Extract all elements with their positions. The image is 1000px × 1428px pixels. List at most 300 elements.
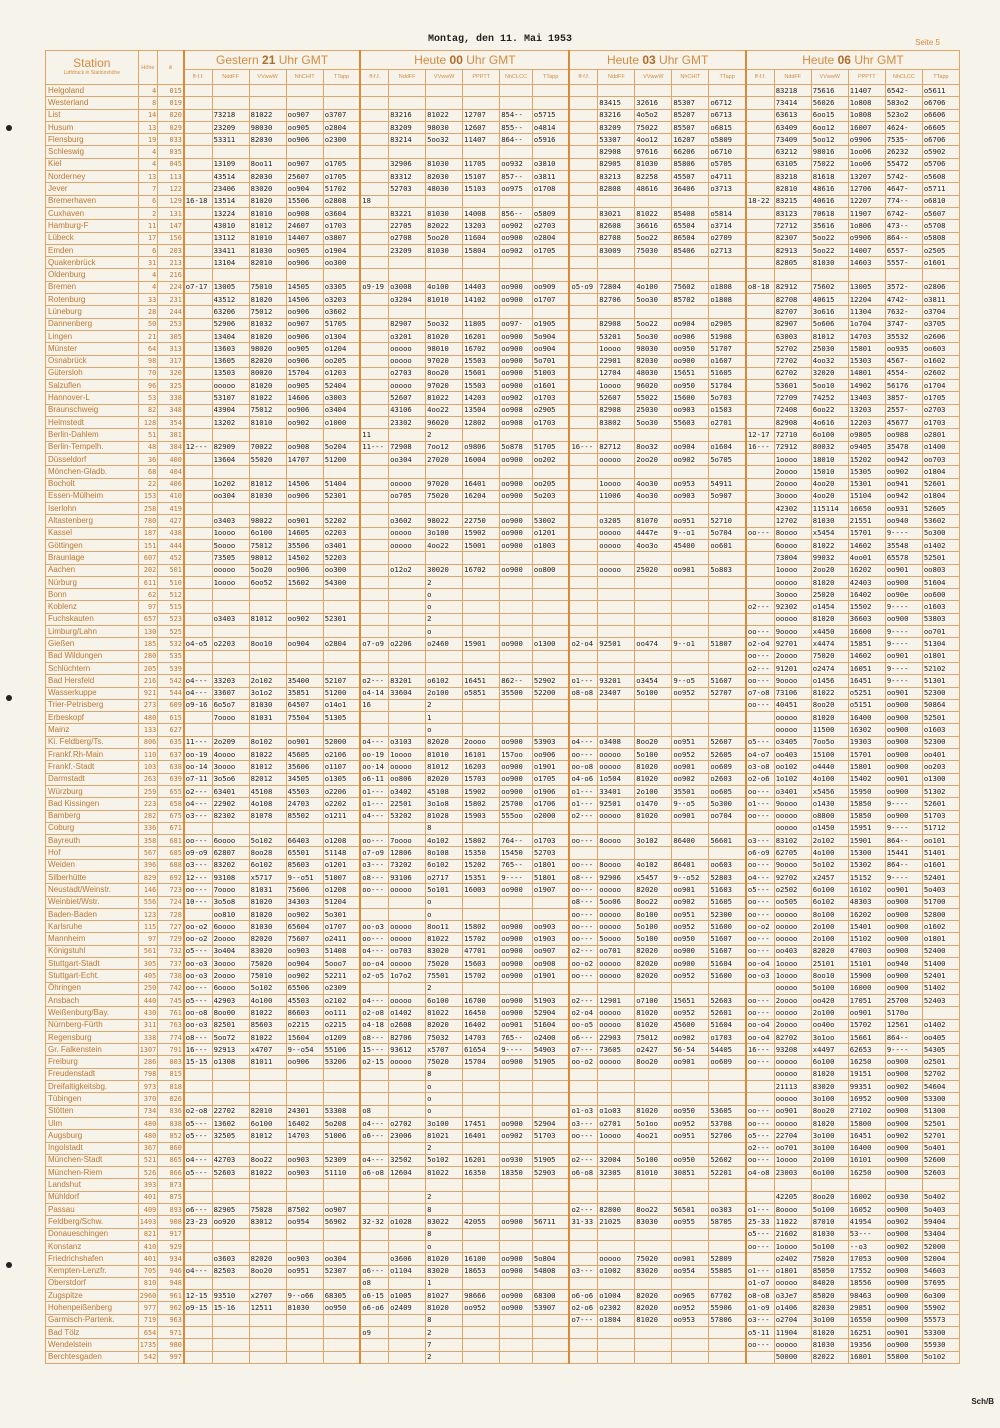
observation-cell: o9-16 — [184, 699, 212, 711]
observation-cell: oo900 — [885, 1290, 922, 1302]
observation-cell: 25700 — [500, 798, 533, 810]
station-height: 185 — [138, 638, 158, 650]
observation-cell — [360, 1240, 388, 1252]
station-height: 133 — [138, 724, 158, 736]
observation-cell: 52603 — [709, 994, 746, 1006]
observation-cell: o9-19 — [360, 281, 388, 293]
observation-cell: 81030 — [249, 699, 286, 711]
observation-cell — [184, 220, 212, 232]
observation-cell: 51604 — [709, 958, 746, 970]
observation-cell — [184, 97, 212, 109]
observation-cell: 8oo11 — [426, 921, 463, 933]
observation-cell: 81020 — [635, 1314, 672, 1326]
station-id: 452 — [158, 552, 184, 564]
station-row — [46, 958, 960, 970]
observation-cell: oo--- — [360, 933, 388, 945]
station-id: 216 — [158, 269, 184, 281]
observation-cell: o2608 — [389, 1019, 426, 1031]
observation-cell: o3401 — [323, 539, 360, 551]
observation-cell — [389, 146, 426, 158]
height-header: Höhe — [138, 51, 158, 85]
observation-cell: oo900 — [672, 945, 709, 957]
observation-cell: 2o100 — [811, 933, 848, 945]
observation-cell: 18350 — [500, 1167, 533, 1179]
observation-cell: o8--- — [360, 872, 388, 884]
observation-cell: oo954 — [286, 1216, 323, 1228]
observation-cell: 81010 — [635, 1167, 672, 1179]
station-id: 338 — [158, 392, 184, 404]
observation-cell — [286, 97, 323, 109]
observation-cell: 8oo00 — [212, 1007, 249, 1019]
observation-cell: 52603 — [212, 1167, 249, 1179]
observation-cell — [672, 1277, 709, 1289]
station-name: Gr. Falkenstein — [46, 1044, 139, 1056]
observation-cell — [184, 330, 212, 342]
observation-cell: o1705 — [532, 244, 569, 256]
observation-cell: 62705 — [774, 847, 811, 859]
observation-cell: 81032 — [249, 318, 286, 330]
observation-cell: 45507 — [672, 171, 709, 183]
observation-cell — [532, 1228, 569, 1240]
observation-cell — [709, 589, 746, 601]
observation-cell: o3201 — [389, 330, 426, 342]
observation-cell: 4o100 — [426, 281, 463, 293]
observation-cell: 22705 — [389, 220, 426, 232]
observation-cell — [709, 724, 746, 736]
observation-cell: x5456 — [811, 785, 848, 797]
observation-cell: 583o2 — [885, 97, 922, 109]
observation-cell — [598, 699, 635, 711]
observation-cell: 82010 — [249, 257, 286, 269]
observation-cell: 12561 — [885, 1019, 922, 1031]
observation-cell — [500, 699, 533, 711]
observation-cell: 3857- — [885, 392, 922, 404]
observation-cell: 16-18 — [184, 195, 212, 207]
observation-cell: 52800 — [922, 908, 959, 920]
observation-cell: o2502 — [774, 884, 811, 896]
station-row — [46, 798, 960, 810]
observation-cell: oo900 — [500, 958, 533, 970]
observation-cell: 15704 — [286, 367, 323, 379]
observation-cell: 53--- — [848, 1228, 885, 1240]
observation-cell: 15103 — [463, 183, 500, 195]
observation-cell — [360, 1093, 388, 1105]
observation-cell: o1300 — [532, 638, 569, 650]
observation-cell: o1901 — [532, 970, 569, 982]
observation-cell: 4oooo — [212, 749, 249, 761]
observation-cell — [746, 576, 774, 588]
observation-cell: 18-22 — [746, 195, 774, 207]
observation-cell: oo953 — [672, 1314, 709, 1326]
station-height: 4 — [138, 85, 158, 97]
observation-cell: o3403 — [212, 613, 249, 625]
observation-cell: ooooo — [598, 761, 635, 773]
observation-cell: 22702 — [212, 1105, 249, 1117]
observation-cell — [360, 539, 388, 551]
observation-cell: 6oooo — [774, 539, 811, 551]
observation-cell: oo952 — [463, 1302, 500, 1314]
observation-cell — [286, 1326, 323, 1338]
observation-cell: oo906 — [286, 355, 323, 367]
observation-cell: o1707 — [532, 294, 569, 306]
observation-cell — [463, 724, 500, 736]
station-name: Münster — [46, 343, 139, 355]
observation-cell: oo900 — [500, 1117, 533, 1129]
observation-cell: 13514 — [212, 195, 249, 207]
observation-cell — [184, 1253, 212, 1265]
observation-cell: o2309 — [323, 982, 360, 994]
observation-cell: 52809 — [709, 1253, 746, 1265]
observation-cell: 6o5o7 — [212, 699, 249, 711]
observation-cell: 15604 — [286, 1031, 323, 1043]
punch-hole — [6, 695, 12, 701]
observation-cell — [569, 330, 597, 342]
observation-cell: 52404 — [323, 380, 360, 392]
observation-cell: 4oo32 — [811, 355, 848, 367]
observation-cell: o8--- — [360, 1031, 388, 1043]
observation-cell — [569, 257, 597, 269]
observation-cell: oo906 — [286, 330, 323, 342]
observation-cell: 72712 — [774, 220, 811, 232]
station-id: 019 — [158, 97, 184, 109]
observation-cell: 14505 — [286, 281, 323, 293]
station-name: Karlsruhe — [46, 921, 139, 933]
observation-cell — [389, 306, 426, 318]
observation-cell — [360, 626, 388, 638]
observation-cell: 6o100 — [249, 527, 286, 539]
observation-cell — [463, 982, 500, 994]
observation-cell — [389, 1240, 426, 1252]
observation-cell: oo908 — [500, 404, 533, 416]
observation-cell: ooooo — [774, 576, 811, 588]
observation-cell: oo900 — [885, 933, 922, 945]
observation-cell: 8oo20 — [249, 1265, 286, 1277]
observation-cell: 8 — [426, 1228, 463, 1240]
observation-cell: 12-15 — [184, 1290, 212, 1302]
observation-cell: 81012 — [249, 761, 286, 773]
observation-cell: 16450 — [463, 1007, 500, 1019]
observation-cell — [212, 626, 249, 638]
station-row — [46, 859, 960, 871]
observation-cell — [249, 601, 286, 613]
observation-cell: 16201 — [463, 1154, 500, 1166]
observation-cell: 82030 — [811, 1302, 848, 1314]
observation-cell: o7-o9 — [360, 638, 388, 650]
observation-cell: o1--- — [360, 785, 388, 797]
station-name: Bremerhaven — [46, 195, 139, 207]
observation-cell: o5715 — [532, 109, 569, 121]
observation-cell — [746, 822, 774, 834]
observation-cell: 4oo30 — [635, 478, 672, 490]
station-id: 015 — [158, 85, 184, 97]
observation-cell: 5o100 — [635, 749, 672, 761]
observation-cell: oo950 — [672, 1154, 709, 1166]
observation-cell — [709, 1191, 746, 1203]
observation-cell — [569, 576, 597, 588]
observation-cell: o5902 — [922, 146, 959, 158]
observation-cell: ooooo — [598, 908, 635, 920]
observation-cell: 26232 — [885, 146, 922, 158]
observation-cell — [532, 822, 569, 834]
observation-cell: o3008 — [389, 281, 426, 293]
observation-cell: 1oooo — [598, 478, 635, 490]
observation-cell: 473-- — [885, 220, 922, 232]
observation-cell — [709, 257, 746, 269]
observation-cell: 52301 — [323, 490, 360, 502]
observation-cell: 53308 — [323, 1105, 360, 1117]
observation-cell: 1oooo — [598, 380, 635, 392]
observation-cell: 3oooo — [212, 761, 249, 773]
observation-cell: 52211 — [323, 970, 360, 982]
observation-cell: o2713 — [709, 244, 746, 256]
station-id: 501 — [158, 564, 184, 576]
observation-cell: 13602 — [212, 1117, 249, 1129]
station-name: Neustadt/Weinstr. — [46, 884, 139, 896]
observation-cell: o2--- — [360, 675, 388, 687]
station-row — [46, 1142, 960, 1154]
station-id: 384 — [158, 441, 184, 453]
observation-cell: x4474 — [811, 638, 848, 650]
observation-cell — [286, 466, 323, 478]
observation-cell: oo952 — [672, 749, 709, 761]
station-height: 53 — [138, 392, 158, 404]
observation-cell — [709, 1339, 746, 1351]
observation-cell — [500, 1093, 533, 1105]
observation-cell: 75020 — [249, 958, 286, 970]
observation-cell: o5809 — [532, 207, 569, 219]
observation-cell: 13112 — [212, 232, 249, 244]
observation-cell: 82907 — [389, 318, 426, 330]
observation-cell: 15100 — [811, 749, 848, 761]
observation-cell: o5711 — [922, 183, 959, 195]
observation-cell: 15950 — [848, 785, 885, 797]
observation-cell — [709, 576, 746, 588]
observation-cell: 82908 — [598, 318, 635, 330]
observation-cell: 11907 — [848, 207, 885, 219]
station-id: 317 — [158, 355, 184, 367]
observation-cell: 15901 — [463, 638, 500, 650]
observation-cell: o2000 — [532, 810, 569, 822]
observation-cell — [249, 1240, 286, 1252]
station-name: Lingen — [46, 330, 139, 342]
observation-cell: 86603 — [286, 1007, 323, 1019]
observation-cell: 82302 — [212, 810, 249, 822]
observation-cell: o2--- — [569, 810, 597, 822]
observation-cell: 52307 — [323, 1265, 360, 1277]
station-name: Braunschweig — [46, 404, 139, 416]
observation-cell: oo605 — [709, 785, 746, 797]
station-id: 609 — [158, 699, 184, 711]
station-name: Stuttgart-Stadt — [46, 958, 139, 970]
observation-cell: oo900 — [885, 810, 922, 822]
observation-cell: 3o100 — [811, 1314, 848, 1326]
observation-cell — [286, 1339, 323, 1351]
observation-cell: 16201 — [463, 330, 500, 342]
observation-cell: oo900 — [500, 281, 533, 293]
subcolumn-header: NhCHIT — [286, 70, 323, 85]
observation-cell: 42403 — [848, 576, 885, 588]
observation-cell: o1450 — [811, 822, 848, 834]
observation-cell — [746, 158, 774, 170]
observation-cell: oo97- — [500, 318, 533, 330]
observation-cell: 9---- — [500, 1044, 533, 1056]
observation-cell — [532, 552, 569, 564]
observation-cell: 53300 — [922, 1326, 959, 1338]
observation-cell: 9---- — [885, 798, 922, 810]
observation-cell — [635, 1228, 672, 1240]
group-header-00: Heute 00 Uhr GMT — [360, 51, 569, 70]
observation-cell: o1901 — [532, 761, 569, 773]
observation-cell: 13202 — [212, 417, 249, 429]
observation-cell — [569, 404, 597, 416]
observation-cell: 16251 — [848, 1326, 885, 1338]
station-name: Weinbiet/Wstr. — [46, 896, 139, 908]
station-height: 273 — [138, 699, 158, 711]
observation-cell: 8oooo — [774, 527, 811, 539]
station-name: Schleswig — [46, 146, 139, 158]
observation-cell: 21551 — [848, 515, 885, 527]
station-id: 320 — [158, 367, 184, 379]
observation-cell — [184, 318, 212, 330]
observation-cell: 5o100 — [635, 921, 672, 933]
observation-cell: ooooo — [389, 343, 426, 355]
observation-cell: 9---- — [885, 527, 922, 539]
observation-cell: 82010 — [249, 1105, 286, 1117]
observation-cell — [389, 1228, 426, 1240]
observation-cell: 53601 — [774, 380, 811, 392]
observation-cell: o1607 — [709, 355, 746, 367]
observation-cell — [672, 429, 709, 441]
station-row — [46, 1179, 960, 1191]
observation-cell: 81022 — [426, 933, 463, 945]
observation-cell: 83216 — [598, 109, 635, 121]
observation-cell — [426, 195, 463, 207]
station-height: 977 — [138, 1302, 158, 1314]
observation-cell — [569, 1351, 597, 1363]
observation-cell — [532, 257, 569, 269]
station-row — [46, 1302, 960, 1314]
station-row — [46, 933, 960, 945]
observation-cell — [360, 515, 388, 527]
observation-cell: 2o100 — [811, 1007, 848, 1019]
observation-cell: 16451 — [848, 1130, 885, 1142]
observation-cell: 16250 — [848, 1056, 885, 1068]
observation-cell: oo902 — [500, 392, 533, 404]
observation-cell: 48030 — [426, 183, 463, 195]
observation-cell — [500, 466, 533, 478]
station-id: 671 — [158, 822, 184, 834]
observation-cell: 15101 — [848, 958, 885, 970]
station-row — [46, 1228, 960, 1240]
observation-cell — [389, 601, 426, 613]
observation-cell: 83009 — [598, 244, 635, 256]
station-row — [46, 908, 960, 920]
station-height: 123 — [138, 908, 158, 920]
observation-cell — [672, 589, 709, 601]
observation-cell: 52301 — [323, 613, 360, 625]
observation-cell — [184, 552, 212, 564]
observation-cell — [463, 1204, 500, 1216]
observation-cell: 14407 — [286, 232, 323, 244]
observation-cell: 81022 — [426, 1167, 463, 1179]
observation-cell — [672, 1068, 709, 1080]
observation-cell — [389, 908, 426, 920]
observation-cell — [532, 1240, 569, 1252]
observation-cell — [635, 982, 672, 994]
observation-cell: oo955 — [672, 1216, 709, 1228]
observation-cell: 82800 — [598, 1204, 635, 1216]
station-name: List — [46, 109, 139, 121]
observation-cell: 85702 — [672, 294, 709, 306]
observation-cell — [746, 466, 774, 478]
observation-cell — [212, 589, 249, 601]
observation-cell — [286, 1142, 323, 1154]
observation-cell: 52607 — [389, 392, 426, 404]
observation-cell — [569, 146, 597, 158]
observation-cell: 51707 — [709, 343, 746, 355]
observation-cell: 3o100 — [426, 1117, 463, 1129]
observation-cell — [635, 1240, 672, 1252]
observation-cell: 75602 — [672, 281, 709, 293]
observation-cell: 22902 — [212, 798, 249, 810]
observation-cell — [598, 650, 635, 662]
observation-cell: 91201 — [774, 662, 811, 674]
observation-cell: 52601 — [922, 798, 959, 810]
observation-cell — [532, 626, 569, 638]
observation-cell — [184, 1142, 212, 1154]
observation-cell — [323, 1351, 360, 1363]
observation-cell: 52703 — [532, 847, 569, 859]
observation-cell: oo900 — [672, 355, 709, 367]
observation-cell: 2 — [426, 576, 463, 588]
observation-cell: 51404 — [323, 478, 360, 490]
observation-cell: o3713 — [709, 183, 746, 195]
observation-cell: 82020 — [635, 1302, 672, 1314]
observation-cell: 3oooo — [774, 490, 811, 502]
observation-cell: 12707 — [463, 109, 500, 121]
observation-cell — [463, 1081, 500, 1093]
observation-cell: 45600 — [672, 1019, 709, 1031]
observation-cell: 62702 — [774, 367, 811, 379]
observation-cell: 55106 — [323, 1044, 360, 1056]
observation-cell: 9---- — [885, 638, 922, 650]
observation-cell: oo304 — [212, 490, 249, 502]
observation-cell: oo908 — [500, 417, 533, 429]
observation-cell: 2o209 — [212, 736, 249, 748]
station-id: 745 — [158, 994, 184, 1006]
station-row — [46, 724, 960, 736]
observation-cell — [389, 257, 426, 269]
observation-cell: oo900 — [885, 1204, 922, 1216]
observation-cell: 81028 — [426, 810, 463, 822]
station-height: 367 — [138, 1142, 158, 1154]
observation-cell — [212, 1081, 249, 1093]
observation-cell — [184, 601, 212, 613]
observation-cell: o3602 — [323, 306, 360, 318]
observation-cell: o9906 — [848, 134, 885, 146]
observation-cell: 16402 — [463, 1019, 500, 1031]
observation-cell — [672, 1339, 709, 1351]
station-row — [46, 1007, 960, 1019]
observation-cell — [635, 712, 672, 724]
observation-cell: 15703 — [463, 773, 500, 785]
observation-cell — [463, 613, 500, 625]
observation-cell: ooooo — [389, 355, 426, 367]
observation-cell — [569, 429, 597, 441]
observation-cell: 52701 — [922, 1130, 959, 1142]
station-row — [46, 576, 960, 588]
observation-cell: 15506 — [286, 195, 323, 207]
